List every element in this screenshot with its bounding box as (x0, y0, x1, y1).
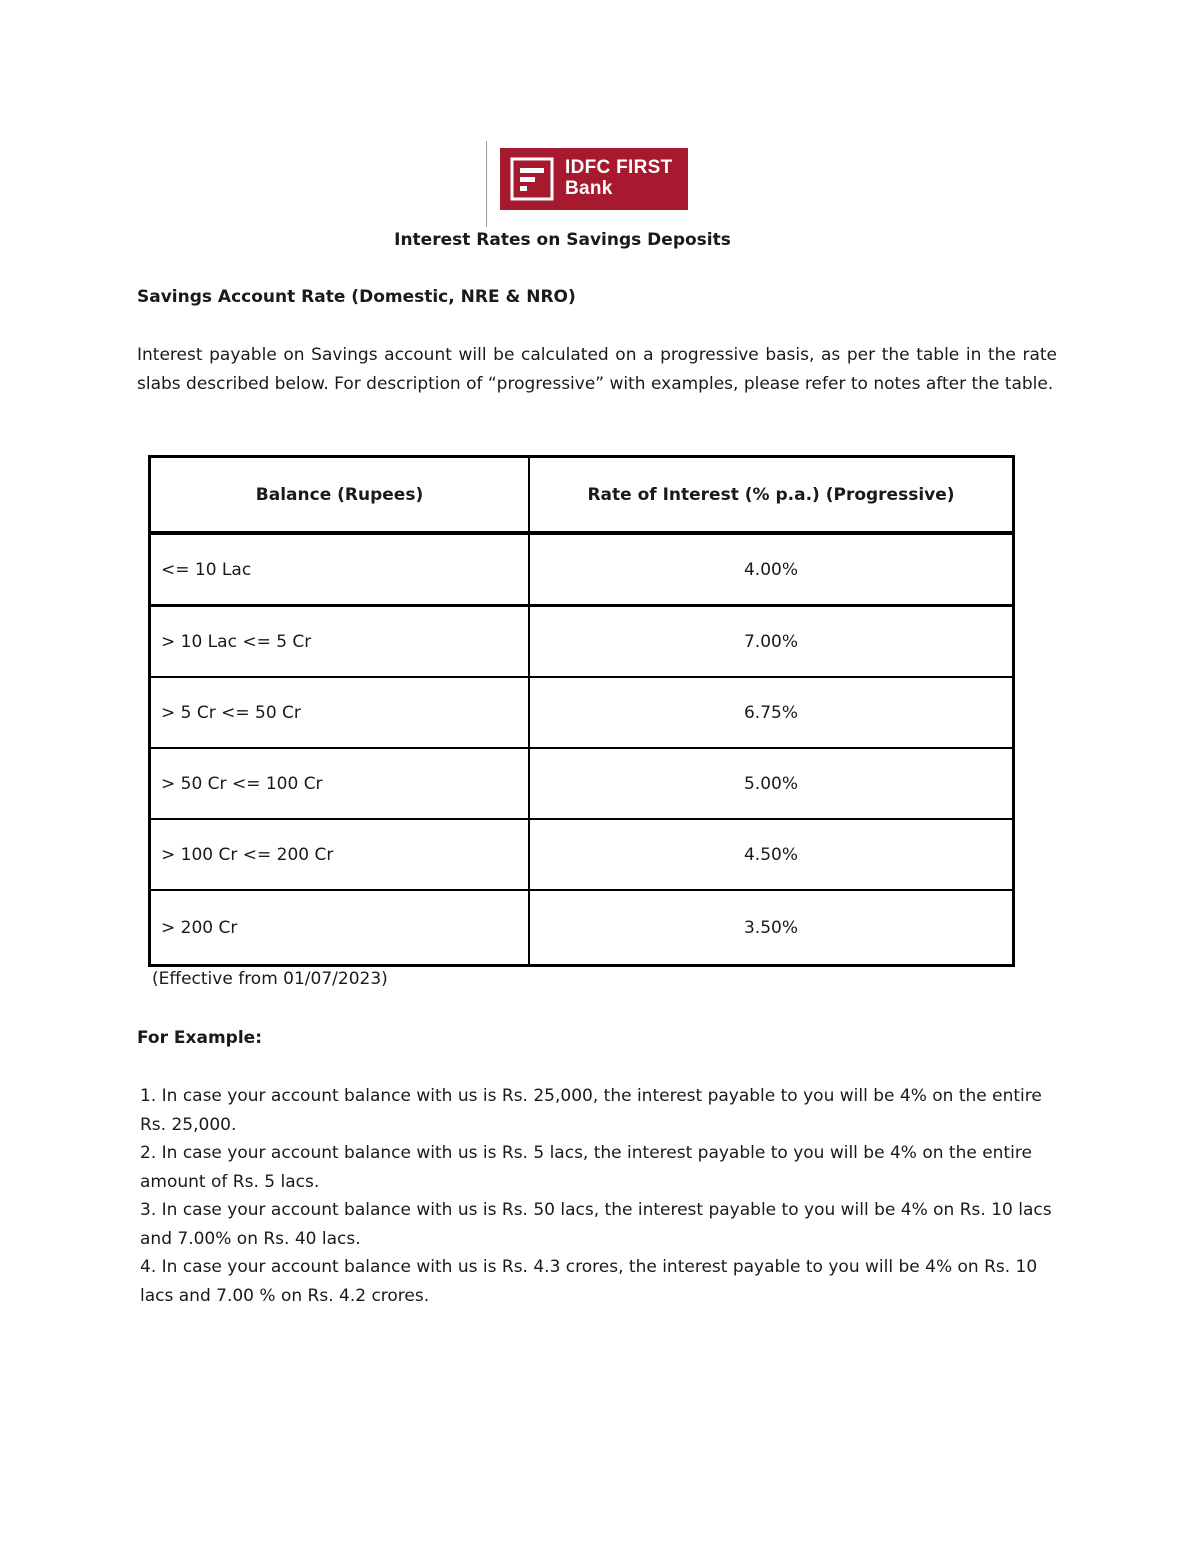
table-row (150, 748, 1014, 819)
table-row (150, 819, 1014, 890)
balance-cell: <= 10 Lac (150, 533, 530, 606)
example-item: 4. In case your account balance with us is Rs. 4.3 crores, the interest payable to you will be 4% on Rs. 10 lacs and 7.00 % on Rs. 4.2 crores. (140, 1257, 1038, 1306)
header-rate: Rate of Interest (% p.a.) (Progressive) (529, 457, 1014, 534)
rate-cell: 7.00% (529, 606, 1014, 678)
rate-cell: 4.00% (529, 533, 1014, 606)
balance-cell: > 10 Lac <= 5 Cr (150, 606, 530, 678)
example-heading: For Example: (137, 1028, 262, 1048)
logo-brand-line1: IDFC FIRST (565, 157, 673, 178)
table-row (150, 890, 1014, 966)
balance-cell: > 50 Cr <= 100 Cr (150, 748, 530, 819)
rate-cell: 6.75% (529, 677, 1014, 748)
example-item: 2. In case your account balance with us is Rs. 5 lacs, the interest payable to you will be 4% on the entire amount of Rs. 5 lacs. (140, 1143, 1032, 1192)
page-title: Interest Rates on Savings Deposits (394, 230, 731, 250)
balance-cell: > 100 Cr <= 200 Cr (150, 819, 530, 890)
logo-wordmark (565, 157, 673, 199)
example-item: 1. In case your account balance with us is Rs. 25,000, the interest payable to you will be 4% on the entire Rs. 25,000. (140, 1086, 1042, 1135)
table-row (150, 677, 1014, 748)
rate-cell: 5.00% (529, 748, 1014, 819)
logo-divider (486, 141, 487, 227)
intro-paragraph: Interest payable on Savings account will be calculated on a progressive basis, as per the table in the rate slabs described below. For description of “progressive” with examples, please refer to notes after the table. (137, 345, 1057, 394)
logo-badge (500, 148, 688, 210)
rate-cell: 3.50% (529, 890, 1014, 966)
section-heading: Savings Account Rate (Domestic, NRE & NRO) (137, 287, 576, 307)
balance-cell: > 200 Cr (150, 890, 530, 966)
rate-cell: 4.50% (529, 819, 1014, 890)
header-balance: Balance (Rupees) (150, 457, 530, 534)
logo-brand-line2: Bank (565, 178, 613, 199)
table-header-row (150, 457, 1014, 534)
idfc-first-bank-logo-mark-icon (510, 157, 554, 201)
table-row (150, 533, 1014, 606)
example-item: 3. In case your account balance with us is Rs. 50 lacs, the interest payable to you will be 4% on Rs. 10 lacs and 7.00% on Rs. 40 lacs. (140, 1200, 1052, 1249)
table-row (150, 606, 1014, 678)
effective-date-note: (Effective from 01/07/2023) (152, 969, 388, 989)
examples-list (140, 1082, 1060, 1310)
bank-logo (484, 141, 694, 227)
interest-rate-table (148, 455, 1015, 967)
balance-cell: > 5 Cr <= 50 Cr (150, 677, 530, 748)
